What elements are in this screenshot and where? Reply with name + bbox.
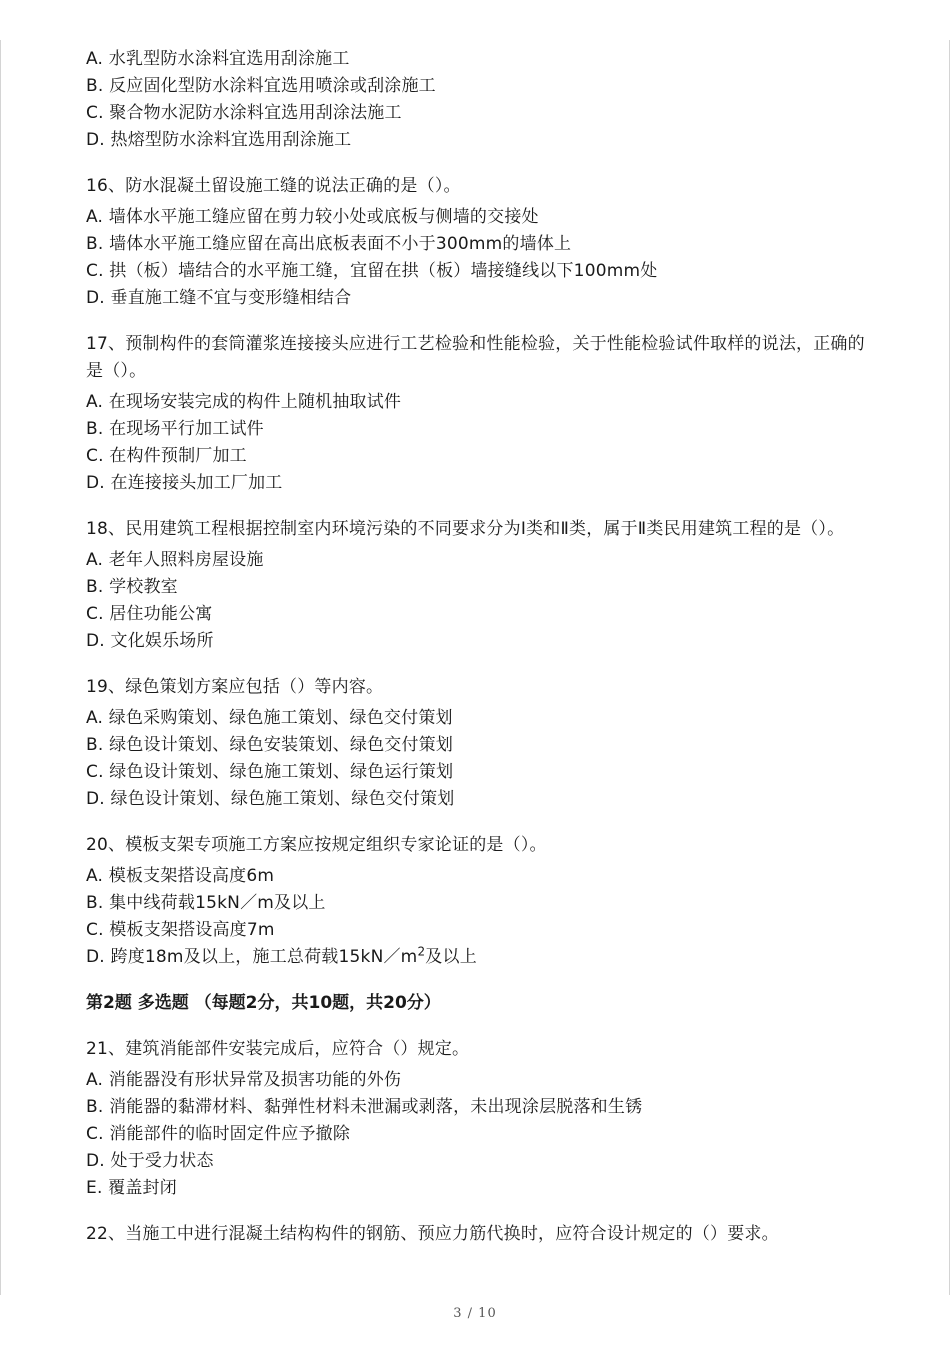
q20-option-b: B. 集中线荷载15kN／m及以上	[86, 893, 326, 913]
q17-option-d: D. 在连接接头加工厂加工	[86, 473, 283, 493]
q21-option-e: E. 覆盖封闭	[86, 1178, 177, 1198]
q20-option-d-exponent: 2	[417, 944, 426, 959]
q16-option-d: D. 垂直施工缝不宜与变形缝相结合	[86, 288, 352, 308]
question-19-text: 19、绿色策划方案应包括（）等内容。	[86, 677, 384, 697]
question-18-text: 18、民用建筑工程根据控制室内环境污染的不同要求分为Ⅰ类和Ⅱ类，属于Ⅱ类民用建筑工程的是（）。	[86, 519, 845, 539]
question-16	[86, 173, 876, 200]
q17-option-list	[86, 389, 876, 497]
section-2-heading: 第2题 多选题 （每题2分，共10题，共20分）	[86, 993, 441, 1013]
question-17	[86, 331, 876, 385]
question-22-text: 22、当施工中进行混凝土结构构件的钢筋、预应力筋代换时，应符合设计规定的（）要求。	[86, 1224, 779, 1244]
page-left-edge	[0, 40, 1, 1295]
question-20	[86, 832, 876, 859]
q21-option-c: C. 消能部件的临时固定件应予撤除	[86, 1124, 351, 1144]
question-19	[86, 674, 876, 701]
q16-option-a: A. 墙体水平施工缝应留在剪力较小处或底板与侧墙的交接处	[86, 207, 539, 227]
q20-option-d-tail: 及以上	[425, 947, 477, 967]
q21-option-b: B. 消能器的黏滞材料、黏弹性材料未泄漏或剥落，未出现涂层脱落和生锈	[86, 1097, 643, 1117]
q19-option-d: D. 绿色设计策划、绿色施工策划、绿色交付策划	[86, 789, 455, 809]
q20-option-list	[86, 863, 876, 971]
document-content	[86, 46, 876, 1252]
q20-option-c: C. 模板支架搭设高度7m	[86, 920, 275, 940]
q18-option-b: B. 学校教室	[86, 577, 178, 597]
q17-option-a: A. 在现场安装完成的构件上随机抽取试件	[86, 392, 402, 412]
q20-option-d-main: D. 跨度18m及以上，施工总荷载15kN／m	[86, 947, 418, 967]
q15-option-d: D. 热熔型防水涂料宜选用刮涂施工	[86, 130, 352, 150]
q21-option-d: D. 处于受力状态	[86, 1151, 214, 1171]
question-18	[86, 516, 876, 543]
q20-option-a: A. 模板支架搭设高度6m	[86, 866, 275, 886]
q15-option-a: A. 水乳型防水涂料宜选用刮涂施工	[86, 49, 350, 69]
q17-option-b: B. 在现场平行加工试件	[86, 419, 264, 439]
q17-option-c: C. 在构件预制厂加工	[86, 446, 247, 466]
question-21	[86, 1036, 876, 1063]
question-22	[86, 1221, 876, 1248]
q18-option-list	[86, 547, 876, 655]
question-17-text: 17、预制构件的套筒灌浆连接接头应进行工艺检验和性能检验，关于性能检验试件取样的说法，正确的是（）。	[86, 334, 865, 381]
q18-option-c: C. 居住功能公寓	[86, 604, 213, 624]
q19-option-c: C. 绿色设计策划、绿色施工策划、绿色运行策划	[86, 762, 454, 782]
q21-option-a: A. 消能器没有形状异常及损害功能的外伤	[86, 1070, 402, 1090]
q18-option-d: D. 文化娱乐场所	[86, 631, 214, 651]
q18-option-a: A. 老年人照料房屋设施	[86, 550, 264, 570]
q16-option-b: B. 墙体水平施工缝应留在高出底板表面不小于300mm的墙体上	[86, 234, 572, 254]
question-21-text: 21、建筑消能部件安装完成后，应符合（）规定。	[86, 1039, 470, 1059]
q15-option-b: B. 反应固化型防水涂料宜选用喷涂或刮涂施工	[86, 76, 436, 96]
q15-option-c: C. 聚合物水泥防水涂料宜选用刮涂法施工	[86, 103, 402, 123]
q21-option-list	[86, 1067, 876, 1202]
question-16-text: 16、防水混凝土留设施工缝的说法正确的是（）。	[86, 176, 461, 196]
q19-option-list	[86, 705, 876, 813]
question-20-text: 20、模板支架专项施工方案应按规定组织专家论证的是（）。	[86, 835, 547, 855]
q16-option-c: C. 拱（板）墙结合的水平施工缝，宜留在拱（板）墙接缝线以下100mm处	[86, 261, 658, 281]
q20-option-d	[86, 944, 876, 971]
q16-option-list	[86, 204, 876, 312]
q15-option-list	[86, 46, 876, 154]
q19-option-a: A. 绿色采购策划、绿色施工策划、绿色交付策划	[86, 708, 453, 728]
page-number: 3 / 10	[453, 1306, 497, 1321]
q19-option-b: B. 绿色设计策划、绿色安装策划、绿色交付策划	[86, 735, 454, 755]
